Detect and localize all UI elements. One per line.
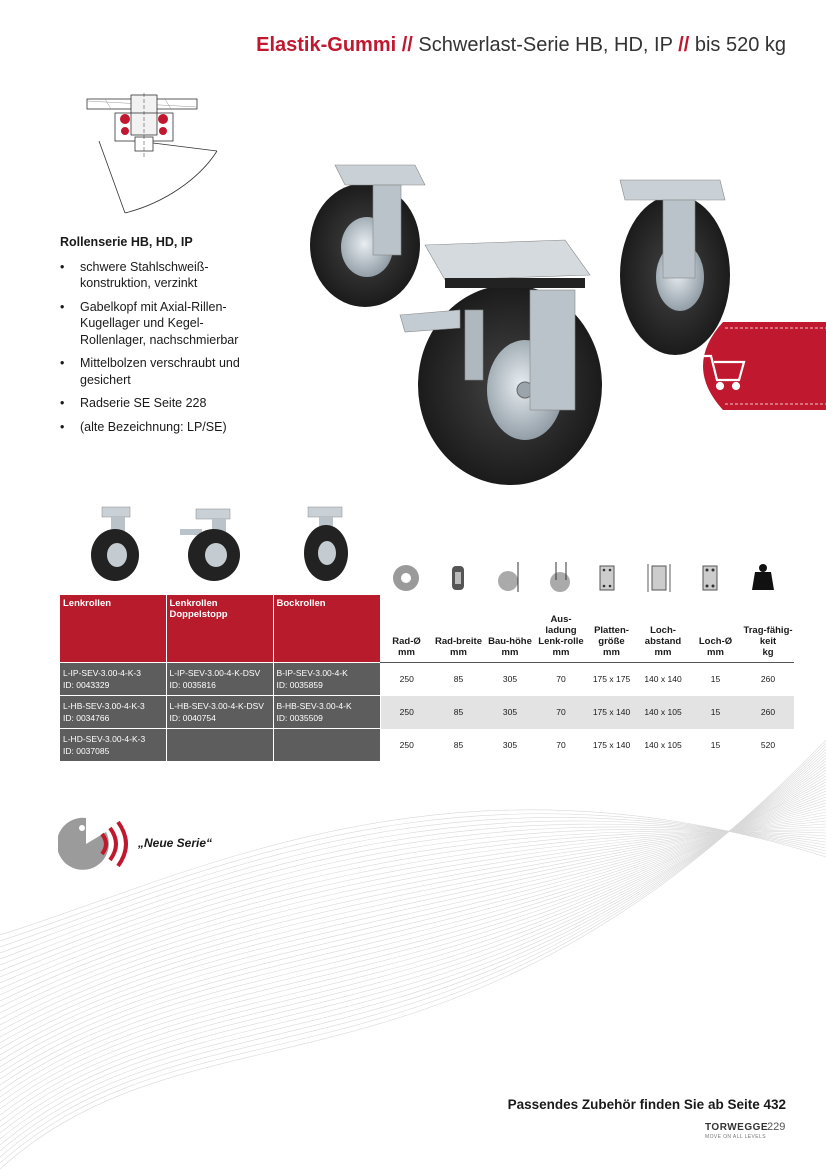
new-series-icon — [58, 814, 138, 874]
value-cell: 250 — [399, 739, 414, 750]
group-header-fixed: Bockrollen — [273, 595, 380, 663]
shop-tab[interactable] — [683, 322, 826, 410]
value-cell: 70 — [536, 696, 586, 729]
value-cell: 305 — [502, 739, 518, 750]
value-cell: 85 — [453, 674, 464, 685]
wave-line — [0, 755, 826, 1139]
model-cell: B-IP-SEV-3.00-4-K ID: 0035859 — [273, 663, 380, 696]
col-header: Trag-fähig-keit kg — [742, 595, 794, 663]
model-cell: L-HB-SEV-3.00-4-K-3 ID: 0034766 — [60, 696, 166, 729]
group-header-double-stop: Lenkrollen Doppelstopp — [166, 595, 273, 663]
model-cell — [273, 729, 380, 762]
wave-line — [0, 749, 826, 1151]
hole-spacing-icon — [648, 564, 670, 592]
new-series-label: „Neue Serie“ — [138, 836, 213, 850]
brand-tagline: MOVE ON ALL LEVELS — [705, 1134, 766, 1140]
feature-item: • Radserie SE Seite 228 — [60, 395, 260, 412]
value-cell: 250 — [399, 674, 414, 685]
col-header: Loch-abstand mm — [637, 595, 689, 663]
height-icon — [498, 562, 518, 592]
table-row — [60, 696, 794, 729]
value-cell: 15 — [689, 696, 742, 729]
hole-diameter-icon — [703, 566, 717, 590]
offset-icon — [550, 562, 570, 592]
col-header: Bau-höhe mm — [484, 595, 536, 663]
model-cell: L-HB-SEV-3.00-4-K-DSV ID: 0040754 — [166, 696, 273, 729]
title-series: Schwerlast-Serie HB, HD, IP — [418, 34, 673, 56]
model-cell: L-IP-SEV-3.00-4-K-DSV ID: 0035816 — [166, 663, 273, 696]
product-photo — [285, 150, 745, 495]
feature-item: • Mittelbolzen verschraubt und gesichert — [60, 355, 260, 388]
technical-drawing — [85, 93, 220, 215]
table-row — [60, 729, 794, 762]
page-number: 229 — [767, 1121, 786, 1133]
value-cell: 175 x 175 — [592, 674, 631, 685]
features-block — [60, 234, 260, 442]
wave-line — [0, 752, 826, 1145]
model-cell: B-HB-SEV-3.00-4-K ID: 0035509 — [273, 696, 380, 729]
feature-item: • Gabelkopf mit Axial-Rillen-Kugellager und Kegel-Rollenlager, nachschmierbar — [60, 299, 260, 349]
feature-item: • (alte Bezeichnung: LP/SE) — [60, 419, 260, 436]
spec-table — [60, 595, 794, 761]
value-cell: 175 x 140 — [586, 696, 637, 729]
brand-logo: TORWEGGE — [705, 1122, 769, 1133]
accessory-reference: Passendes Zubehör finden Sie ab Seite 432 — [507, 1097, 786, 1112]
table-row — [60, 663, 794, 696]
col-header: Loch-Ø mm — [689, 595, 742, 663]
weight-icon — [752, 564, 774, 590]
value-cell: 70 — [556, 739, 566, 750]
model-cell: L-HD-SEV-3.00-4-K-3 ID: 0037085 — [60, 729, 166, 762]
title-load: bis 520 kg — [694, 34, 786, 56]
value-cell: 175 x 140 — [592, 739, 631, 750]
value-cell: 305 — [502, 674, 518, 685]
col-header: Platten-größe mm — [586, 595, 637, 663]
group-header-swivel: Lenkrollen — [60, 595, 166, 663]
features-list — [60, 259, 260, 436]
thumb-double-stop-castor — [176, 505, 246, 583]
model-cell: L-IP-SEV-3.00-4-K-3 ID: 0043329 — [60, 663, 166, 696]
value-cell: 15 — [710, 739, 721, 750]
feature-item: • schwere Stahlschweiß-konstruktion, verzinkt — [60, 259, 260, 292]
col-header: Rad-breite mm — [433, 595, 484, 663]
value-cell: 260 — [742, 696, 794, 729]
title-separator: // — [401, 34, 413, 56]
features-heading: Rollenserie HB, HD, IP — [60, 235, 193, 249]
model-cell — [166, 729, 273, 762]
col-header: Aus-ladung Lenk-rolle mm — [536, 595, 586, 663]
value-cell: 85 — [433, 696, 484, 729]
plate-size-icon — [600, 566, 614, 590]
value-cell: 140 x 105 — [637, 696, 689, 729]
title-material: Elastik-Gummi — [256, 34, 397, 56]
col-header: Rad-Ø mm — [380, 595, 433, 663]
thumb-swivel-castor — [85, 505, 145, 583]
value-cell: 260 — [760, 674, 776, 685]
value-cell: 140 x 105 — [644, 739, 682, 750]
wheel-diameter-icon — [393, 565, 419, 591]
title-separator: // — [678, 34, 690, 56]
wheel-width-icon — [452, 566, 464, 590]
value-cell: 250 — [380, 696, 433, 729]
thumb-fixed-castor — [296, 505, 356, 583]
value-cell: 15 — [710, 674, 721, 685]
value-cell: 70 — [556, 674, 566, 685]
value-cell: 520 — [760, 739, 776, 750]
wave-line — [0, 746, 826, 1157]
page-title — [256, 34, 786, 57]
value-cell: 305 — [484, 696, 536, 729]
value-cell: 140 x 140 — [644, 674, 682, 685]
column-icons — [380, 560, 800, 596]
value-cell: 85 — [453, 739, 464, 750]
